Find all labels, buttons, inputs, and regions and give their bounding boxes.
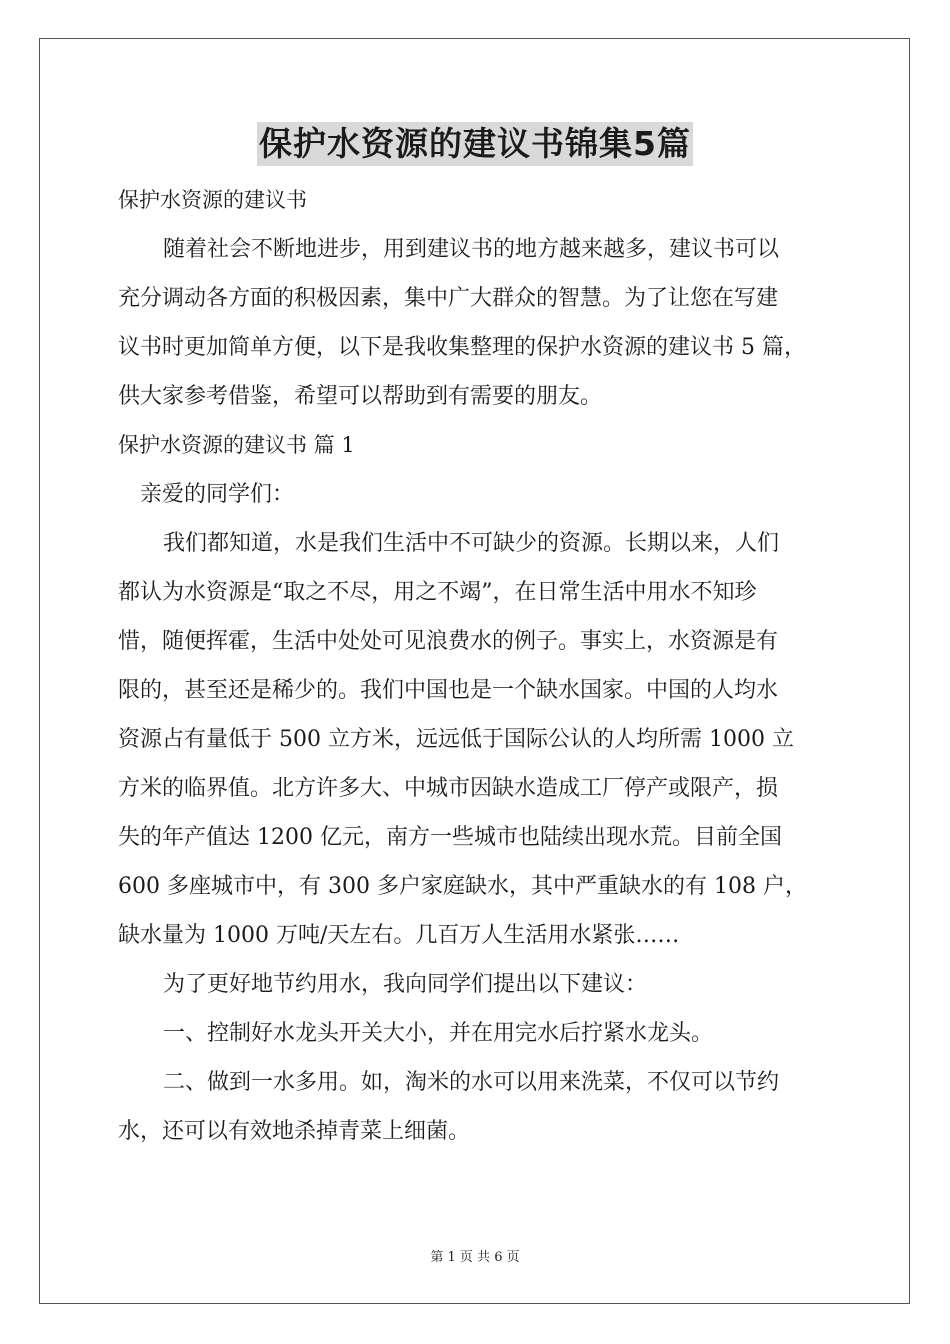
title-container bbox=[0, 122, 950, 166]
intro-line: 随着社会不断地进步，用到建议书的地方越来越多，建议书可以 bbox=[163, 237, 780, 262]
intro-line: 充分调动各方面的积极因素，集中广大群众的智慧。为了让您在写建 bbox=[118, 286, 779, 311]
paragraph-line: 一、控制好水龙头开关大小，并在用完水后拧紧水龙头。 bbox=[163, 1021, 714, 1046]
paragraph-line: 失的年产值达 1200 亿元，南方一些城市也陆续出现水荒。目前全国 bbox=[118, 825, 782, 850]
page-footer: 第 1 页 共 6 页 bbox=[430, 1250, 520, 1265]
paragraph-line: 缺水量为 1000 万吨/天左右。几百万人生活用水紧张…… bbox=[118, 923, 680, 948]
paragraph-line: 都认为水资源是“取之不尽，用之不竭”，在日常生活中用水不知珍 bbox=[118, 580, 757, 605]
paragraph-line: 水，还可以有效地杀掉青菜上细菌。 bbox=[118, 1119, 471, 1144]
document-title: 保护水资源的建议书锦集5篇 bbox=[257, 122, 693, 166]
paragraph-line: 限的，甚至还是稀少的。我们中国也是一个缺水国家。中国的人均水 bbox=[118, 678, 779, 703]
paragraph-line: 资源占有量低于 500 立方米，远远低于国际公认的人均所需 1000 立 bbox=[118, 727, 794, 752]
document-body bbox=[118, 176, 838, 1156]
section-heading: 保护水资源的建议书 篇 1 bbox=[118, 433, 355, 457]
intro-line: 议书时更加简单方便，以下是我收集整理的保护水资源的建议书 5 篇， bbox=[118, 335, 806, 360]
paragraph-line: 方米的临界值。北方许多大、中城市因缺水造成工厂停产或限产，损 bbox=[118, 776, 779, 801]
paragraph-line: 二、做到一水多用。如，淘米的水可以用来洗菜，不仅可以节约 bbox=[163, 1070, 780, 1095]
paragraph-line: 我们都知道，水是我们生活中不可缺少的资源。长期以来，人们 bbox=[163, 531, 780, 556]
paragraph-line: 600 多座城市中，有 300 多户家庭缺水，其中严重缺水的有 108 户， bbox=[118, 874, 807, 899]
paragraph-line: 惜，随便挥霍，生活中处处可见浪费水的例子。事实上，水资源是有 bbox=[118, 629, 779, 654]
intro-line: 供大家参考借鉴，希望可以帮助到有需要的朋友。 bbox=[118, 384, 603, 409]
greeting: 亲爱的同学们： bbox=[140, 482, 295, 507]
paragraph-line: 为了更好地节约用水，我向同学们提出以下建议： bbox=[163, 972, 648, 997]
document-subtitle: 保护水资源的建议书 bbox=[118, 188, 307, 212]
